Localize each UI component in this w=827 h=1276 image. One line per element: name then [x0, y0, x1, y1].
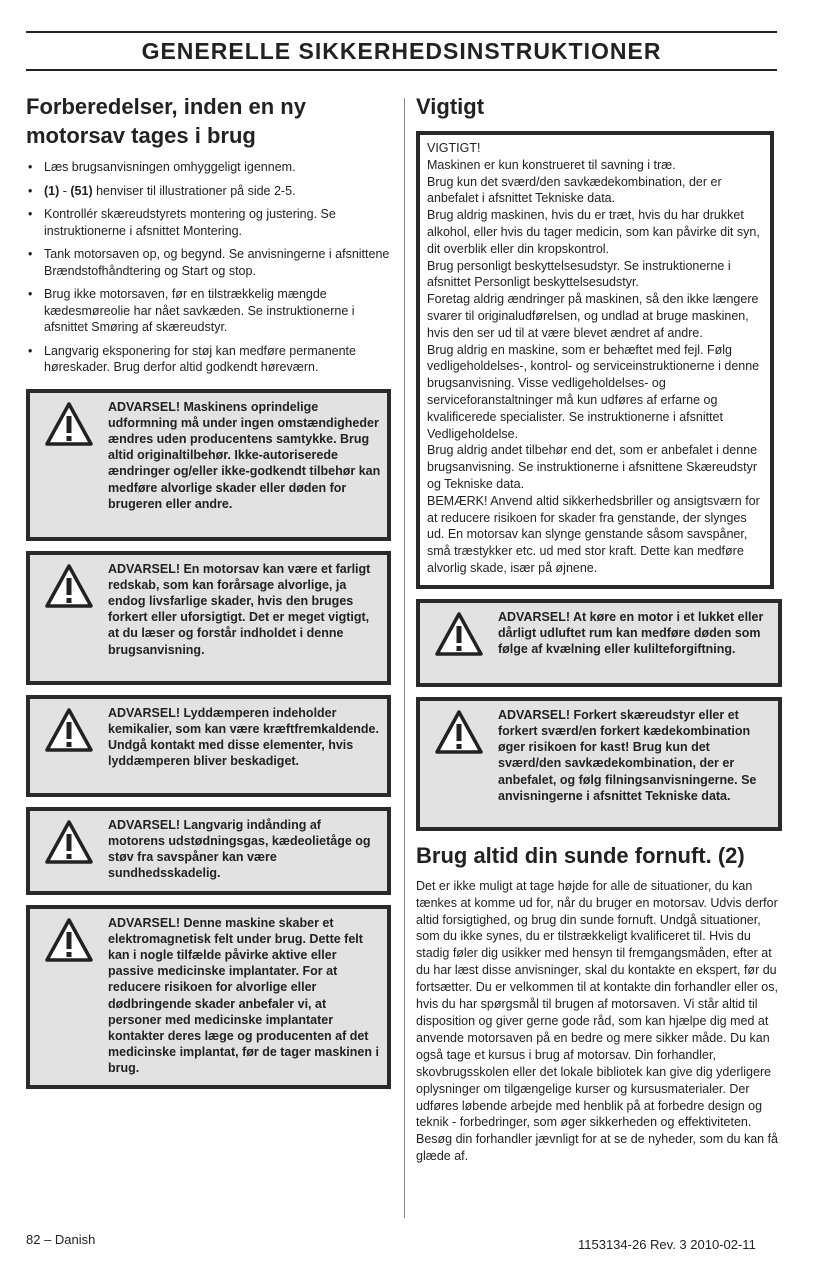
warning-box	[26, 695, 391, 797]
common-sense-text: Det er ikke muligt at tage højde for alle de situationer, du kan tænkes at komme ud for, når du bruger en motorsav. Udvis derfor altid forsigtighed, og brug din sunde fornuft. Undgå situationer, som du ikke synes, du er tilstrækkeligt kvalificeret til. Hvis du stadig føler dig usikker med hensyn til fremgangsmåden, efter at du har læst disse anvisninger, skal du kontakte en ekspert, før du fortsætter. Du er velkommen til at kontakte din forhandler eller os, hvis du har spørgsmål til brugen af motorsaven. Vi står altid til disposition og giver gerne gode råd, som kan hjælpe dig med at anvende motorsaven på en bedre og mere sikker måde. Du kan også tage et kursus i brug af motorsav. Din forhandler, skovbrugsskolen eller det lokale bibliotek kan give dig yderligere oplysninger om tilgængelige kurser og kursusmaterialer. Der udføres løbende arbejde med henblik på at forbedre design og teknik - forbedringer, som øger sikkerheden og effektiviteten. Besøg din forhandler jævnligt for at se de nyheder, som du kan få glæde af.	[416, 878, 779, 1164]
common-sense-section	[416, 841, 782, 1165]
warning-triangle-icon	[435, 709, 483, 755]
warning-box	[26, 389, 391, 541]
list-item: • Tank motorsaven op, og begynd. Se anvisningerne i afsnittene Brændstofhåndtering og Start og stop.	[28, 247, 390, 278]
important-item: Brug kun det sværd/den savkædekombination, der er anbefalet i afsnittet Tekniske data.	[427, 174, 722, 206]
warning-text: ADVARSEL! En motorsav kan være et farligt redskab, som kan forårsage alvorlige, ja endog livsfarlige skader, hvis den bruges forkert eller uforsigtigt. Det er meget vigtigt, at du læser og forstår indholdet i denne brugsanvisning.	[108, 561, 371, 657]
important-box	[416, 131, 774, 589]
warning-triangle-icon	[435, 611, 483, 657]
left-column	[26, 92, 391, 1099]
warning-box	[416, 599, 782, 687]
warning-box	[416, 697, 782, 831]
important-item: Brug personligt beskyttelsesudstyr. Se instruktionerne i afsnittet Personligt beskyttelsesudstyr.	[427, 258, 731, 290]
important-label: VIGTIGT!	[427, 141, 481, 155]
important-item: Brug aldrig andet tilbehør end det, som er anbefalet i denne brugsanvisning. Se instruktionerne i afsnittene Skæreudstyr og Tekniske data.	[427, 443, 758, 491]
page-header	[26, 31, 777, 71]
column-divider	[404, 98, 405, 1218]
warning-box	[26, 551, 391, 685]
page-title: GENERELLE SIKKERHEDSINSTRUKTIONER	[141, 37, 662, 64]
important-item: Maskinen er kun konstrueret til savning i træ.	[427, 157, 676, 172]
warning-triangle-icon	[45, 819, 93, 865]
list-item: • Kontrollér skæreudstyrets montering og justering. Se instruktionerne i afsnittet Montering.	[28, 207, 336, 238]
warning-triangle-icon	[45, 401, 93, 447]
important-item: Foretag aldrig ændringer på maskinen, så den ikke længere svarer til originaludførelsen, og undlad at bruge maskinen, hvis den ser ud til at være blevet ændret af andre.	[427, 292, 759, 340]
warning-text: ADVARSEL! Langvarig indånding af motorens udstødningsgas, kædeolietåge og støv fra savspåner kan være sundhedsskadelig.	[108, 817, 371, 881]
important-item: Brug aldrig maskinen, hvis du er træt, hvis du har drukket alkohol, eller hvis du tager medicin, som kan påvirke dit syn, dit overblik eller din kropskontrol.	[427, 208, 760, 256]
warning-text: ADVARSEL! Maskinens oprindelige udformning må under ingen omstændigheder ændres uden producentens samtykke. Brug altid originaltilbehør. Ikke-autoriserede ændringer og/eller ikke-godkendt tilbehør kan medføre alvorlige skader eller døden for brugeren eller andre.	[108, 399, 381, 511]
important-note: BEMÆRK! Anvend altid sikkerhedsbriller og ansigtsværn for at reducere risikoen for skader fra genstande, der slynges ud. En motorsav kan slynge genstande såsom savspåner, små træstykker etc. ud med stor kraft. Dette kan medføre alvorlig skade, især på øjnene.	[427, 493, 760, 575]
warning-box	[26, 905, 391, 1089]
document-reference: 1153134-26 Rev. 3 2010-02-11	[578, 1237, 756, 1252]
illustration-ref: (1)	[44, 183, 60, 198]
list-item: • Langvarig eksponering for støj kan medføre permanente høreskader. Brug derfor altid godkendt høreværn.	[28, 343, 356, 374]
list-item: • Brug ikke motorsaven, før en tilstrækkelig mængde kædesmøreolie har nået savkæden. Se instruktionerne i afsnittet Smøring af skæreudstyr.	[28, 287, 355, 334]
warning-triangle-icon	[45, 707, 93, 753]
list-item: • Læs brugsanvisningen omhyggeligt igennem.	[28, 160, 296, 174]
section-heading-common-sense: Brug altid din sunde fornuft. (2)	[416, 842, 745, 868]
warning-text: ADVARSEL! At køre en motor i et lukket eller dårligt udluftet rum kan medføre døden som følge af kvælning eller kulilteforgiftning.	[498, 609, 764, 657]
section-heading-important: Vigtigt	[416, 94, 485, 119]
warning-text: ADVARSEL! Lyddæmperen indeholder kemikalier, som kan være kræftfremkaldende. Undgå kontakt med disse elementer, hvis lyddæmperen bliver beskadiget.	[108, 705, 379, 769]
illustration-ref: (51)	[70, 183, 93, 198]
warning-triangle-icon	[45, 917, 93, 963]
warning-text: ADVARSEL! Denne maskine skaber et elektromagnetisk felt under brug. Dette felt kan i nogle tilfælde påvirke aktive eller passive medicinske implantater. For at reducere risikoen for alvorlige eller dødbringende skader anbefaler vi, at personer med medicinske implantater kontakter deres læge og producenten af det medicinske implantat, før de tager maskinen i brug.	[108, 915, 379, 1076]
important-item: Brug aldrig en maskine, som er behæftet med fejl. Følg vedligeholdelses-, kontrol- og serviceinstruktionerne i denne brugsanvisning. Visse vedligeholdelses- og serviceforanstaltninger må kun udføres af erfarne og kvalificerede specialister. Se instruktionerne i afsnittet Vedligeholdelse.	[427, 342, 760, 441]
right-column	[416, 92, 782, 1165]
warning-text: ADVARSEL! Forkert skæreudstyr eller et forkert sværd/en forkert kædekombination øger risikoen for kast! Brug kun det sværd/den savkædekombination, der er anbefalet, og følg filningsanvisningerne. Se anvisningerne i afsnittet Tekniske data.	[498, 707, 757, 803]
section-heading-preparations: Forberedelser, inden en ny motorsav tages i brug	[26, 94, 306, 148]
preparation-list	[26, 159, 391, 376]
warning-triangle-icon	[45, 563, 93, 609]
page-number: 82 – Danish	[26, 1232, 96, 1247]
warning-box	[26, 807, 391, 895]
list-item: • (1) - (51) henviser til illustrationer på side 2-5.	[28, 183, 296, 198]
